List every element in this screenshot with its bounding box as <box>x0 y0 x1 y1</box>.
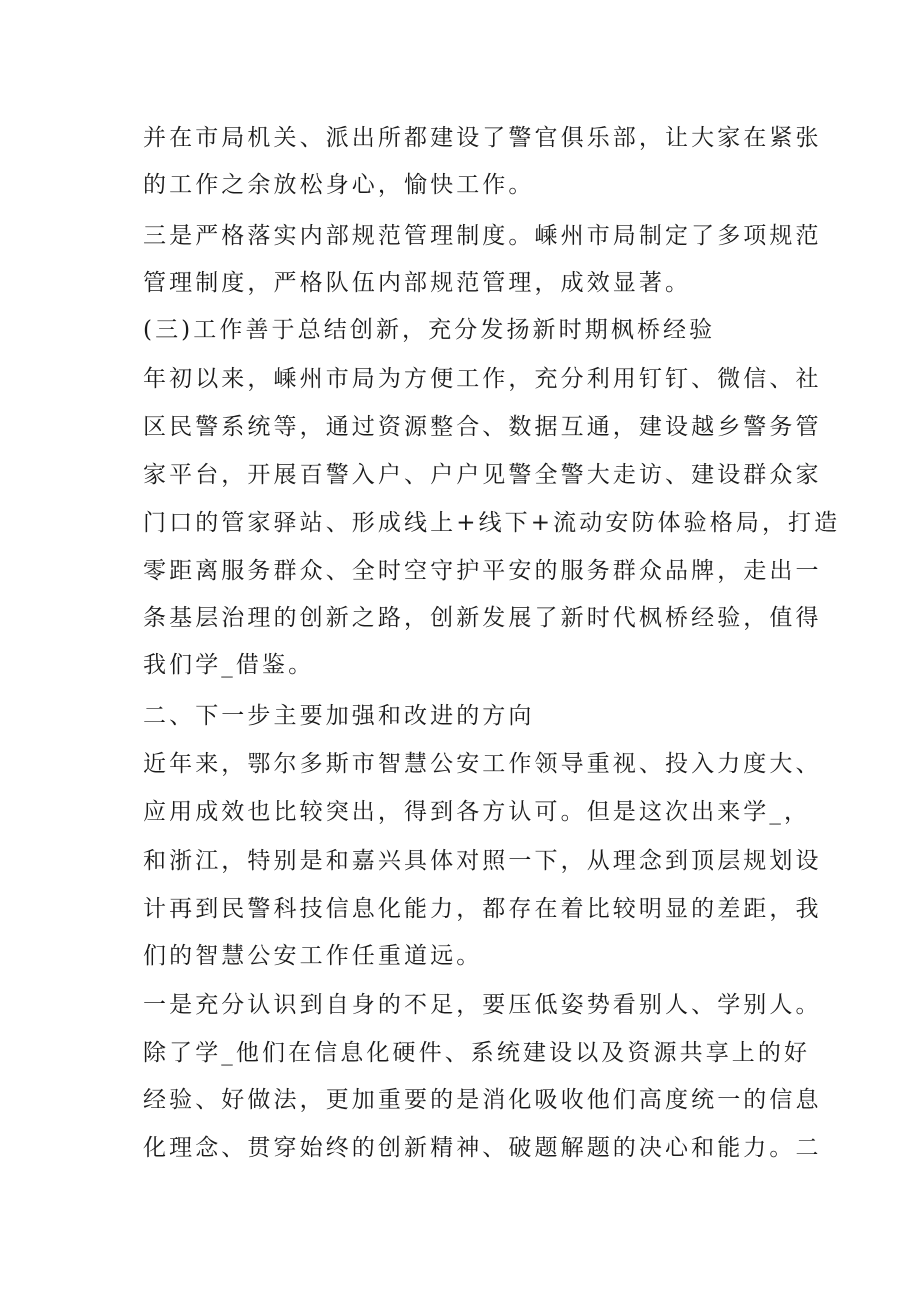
text-line: 除了学_他们在信息化硬件、系统建设以及资源共享上的好 <box>143 1040 811 1066</box>
text-line: 条基层治理的创新之路，创新发展了新时代枫桥经验，值得 <box>143 605 822 631</box>
text-line: 并在市局机关、派出所都建设了警官俱乐部，让大家在紧张 <box>143 125 822 151</box>
text-line: 我们学_借鉴。 <box>143 652 315 678</box>
section-heading: 二、下一步主要加强和改进的方向 <box>143 703 535 729</box>
text-line: 管理制度，严格队伍内部规范管理，成效显著。 <box>143 270 692 296</box>
text-line: 年初以来，嵊州市局为方便工作，充分利用钉钉、微信、社 <box>143 366 822 392</box>
text-line: 应用成效也比较突出，得到各方认可。但是这次出来学_， <box>143 799 811 825</box>
section-heading: (三)工作善于总结创新，充分发扬新时期枫桥经验 <box>143 317 716 343</box>
text-line: 近年来，鄂尔多斯市智慧公安工作领导重视、投入力度大、 <box>143 751 822 777</box>
text-line: 区民警系统等，通过资源整合、数据互通，建设越乡警务管 <box>143 414 822 440</box>
text-line: 零距离服务群众、全时空守护平安的服务群众品牌，走出一 <box>143 558 822 584</box>
text-line: 经验、好做法，更加重要的是消化吸收他们高度统一的信息 <box>143 1087 822 1113</box>
text-line: 和浙江，特别是和嘉兴具体对照一下，从理念到顶层规划设 <box>143 848 822 874</box>
text-line: 一是充分认识到自身的不足，要压低姿势看别人、学别人。 <box>143 992 822 1018</box>
text-line: 三是严格落实内部规范管理制度。嵊州市局制定了多项规范 <box>143 223 822 249</box>
text-line: 的工作之余放松身心，愉快工作。 <box>143 172 535 198</box>
text-line: 计再到民警科技信息化能力，都存在着比较明显的差距，我 <box>143 896 822 922</box>
text-line: 们的智慧公安工作任重道远。 <box>143 943 483 969</box>
text-line: 门口的管家驿站、形成线上+线下+流动安防体验格局，打造 <box>143 510 841 536</box>
text-line: 家平台，开展百警入户、户户见警全警大走访、建设群众家 <box>143 462 822 488</box>
text-line: 化理念、贯穿始终的创新精神、破题解题的决心和能力。二 <box>143 1135 822 1161</box>
